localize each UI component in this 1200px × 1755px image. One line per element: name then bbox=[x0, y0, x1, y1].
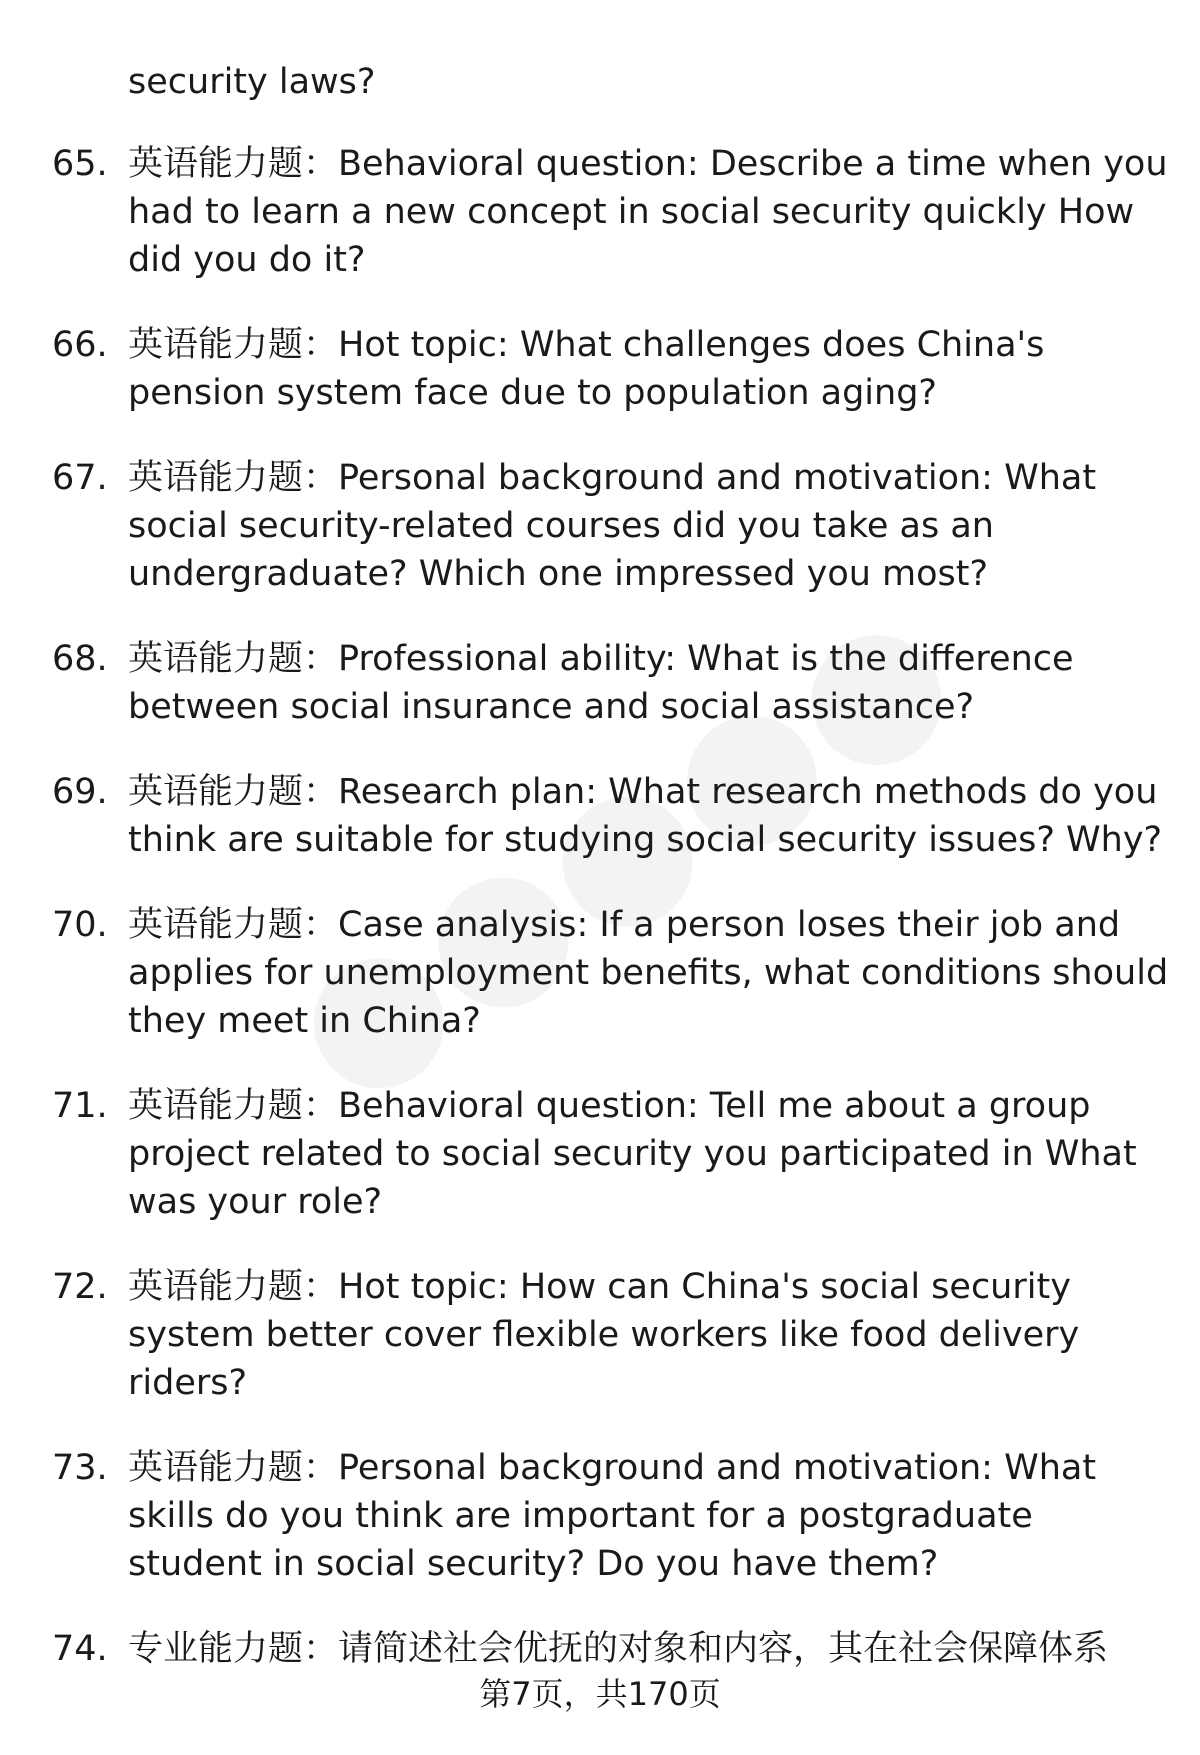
question-text bbox=[128, 1625, 1160, 1673]
question-line: undergraduate? Which one impressed you most? bbox=[128, 554, 989, 594]
continued-text: security laws? bbox=[128, 62, 376, 102]
question-line: 英语能力题：Research plan: What research methods do you bbox=[128, 772, 1158, 812]
question-item bbox=[0, 1625, 1200, 1673]
question-line: 英语能力题：Professional ability: What is the difference bbox=[128, 639, 1074, 679]
question-line: applies for unemployment benefits, what conditions should bbox=[128, 953, 1169, 993]
question-line: 英语能力题：Behavioral question: Tell me about a group bbox=[128, 1086, 1091, 1126]
question-number: 74. bbox=[52, 1629, 108, 1669]
question-item bbox=[0, 635, 1200, 731]
question-item bbox=[0, 901, 1200, 1045]
question-number: 70. bbox=[52, 905, 108, 945]
question-line: student in social security? Do you have them? bbox=[128, 1544, 939, 1584]
question-line: had to learn a new concept in social security quickly How bbox=[128, 192, 1135, 232]
question-item bbox=[0, 454, 1200, 598]
question-line: think are suitable for studying social security issues? Why? bbox=[128, 820, 1163, 860]
question-line: did you do it? bbox=[128, 240, 366, 280]
question-number: 67. bbox=[52, 458, 108, 498]
question-line: 英语能力题：Hot topic: How can China's social security bbox=[128, 1267, 1071, 1307]
question-line: 英语能力题：Personal background and motivation: What bbox=[128, 458, 1097, 498]
question-line: 英语能力题：Personal background and motivation: What bbox=[128, 1448, 1097, 1488]
question-item bbox=[0, 1444, 1200, 1588]
question-line: skills do you think are important for a postgraduate bbox=[128, 1496, 1033, 1536]
question-text bbox=[128, 768, 1163, 864]
question-line: 专业能力题：请简述社会优抚的对象和内容，其在社会保障体系 bbox=[128, 1629, 1109, 1669]
question-text bbox=[128, 140, 1168, 284]
question-number: 71. bbox=[52, 1086, 108, 1126]
question-text bbox=[128, 635, 1160, 731]
question-line: they meet in China? bbox=[128, 1001, 481, 1041]
question-text bbox=[128, 321, 1160, 417]
question-item bbox=[0, 1082, 1200, 1226]
question-line: 英语能力题：Case analysis: If a person loses their job and bbox=[128, 905, 1121, 945]
question-line: project related to social security you participated in What bbox=[128, 1134, 1137, 1174]
question-item bbox=[0, 768, 1200, 864]
question-line: system better cover flexible workers like food delivery bbox=[128, 1315, 1080, 1355]
question-number: 65. bbox=[52, 144, 108, 184]
question-line: was your role? bbox=[128, 1182, 383, 1222]
question-item bbox=[0, 140, 1200, 284]
question-number: 73. bbox=[52, 1448, 108, 1488]
question-item bbox=[0, 321, 1200, 417]
question-text bbox=[128, 1444, 1160, 1588]
page-number: 第7页，共170页 bbox=[479, 1675, 721, 1713]
question-list bbox=[0, 140, 1200, 1710]
question-number: 68. bbox=[52, 639, 108, 679]
question-line: between social insurance and social assistance? bbox=[128, 687, 975, 727]
question-text bbox=[128, 1263, 1160, 1407]
question-line: riders? bbox=[128, 1363, 248, 1403]
question-line: 英语能力题：Hot topic: What challenges does China's bbox=[128, 325, 1045, 365]
question-text bbox=[128, 1082, 1160, 1226]
question-text bbox=[128, 454, 1160, 598]
question-number: 66. bbox=[52, 325, 108, 365]
question-text bbox=[128, 901, 1169, 1045]
question-line: 英语能力题：Behavioral question: Describe a time when you bbox=[128, 144, 1168, 184]
question-line: social security-related courses did you take as an bbox=[128, 506, 994, 546]
question-item bbox=[0, 1263, 1200, 1407]
question-line: pension system face due to population aging? bbox=[128, 373, 937, 413]
question-number: 72. bbox=[52, 1267, 108, 1307]
question-number: 69. bbox=[52, 772, 108, 812]
